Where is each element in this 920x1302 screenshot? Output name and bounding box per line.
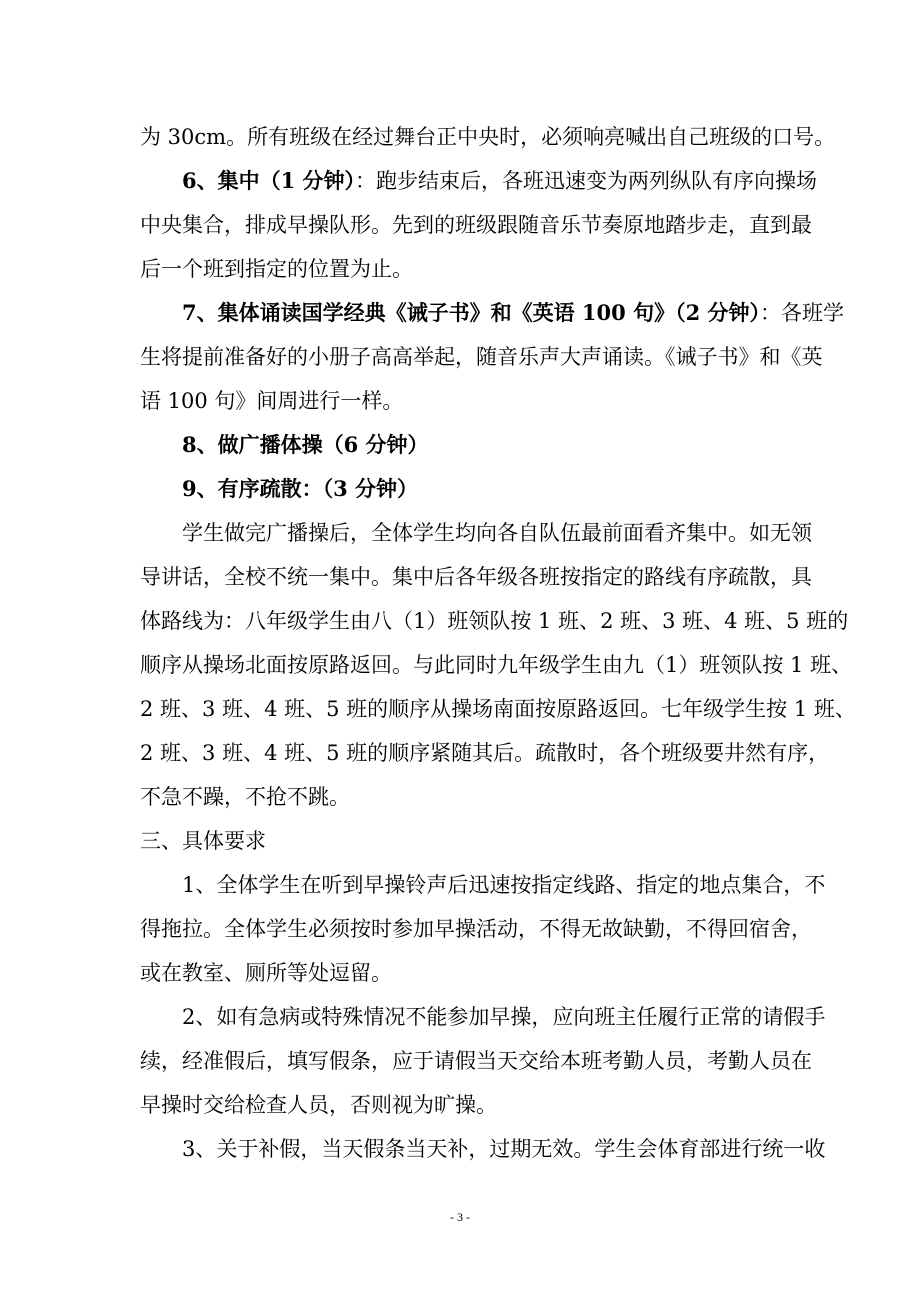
text-line [140, 863, 830, 907]
line-text: 为 30cm。所有班级在经过舞台正中央时，必须响亮喊出自己班级的口号。 [140, 125, 836, 149]
text-line [140, 995, 830, 1039]
text-line [140, 379, 830, 423]
line-text: 不急不躁，不抢不跳。 [140, 785, 350, 809]
line-text: 后一个班到指定的位置为止。 [140, 257, 413, 281]
line-text: 三、具体要求 [140, 829, 266, 853]
text-line [140, 511, 830, 555]
line-text: 学生做完广播操后，全体学生均向各自队伍最前面看齐集中。如无领 [182, 521, 812, 545]
text-line [140, 335, 830, 379]
bold-heading: 6、集中（1 分钟） [182, 168, 356, 193]
text-line [140, 731, 830, 775]
text-line [140, 819, 830, 863]
line-text: 续，经准假后，填写假条，应于请假当天交给本班考勤人员，考勤人员在 [140, 1049, 812, 1073]
body-text [140, 115, 856, 1171]
line-text: 语 100 句》间周进行一样。 [140, 389, 404, 413]
bold-heading: 8、做广播体操（6 分钟） [182, 432, 429, 457]
text-line [140, 775, 830, 819]
line-text: 生将提前准备好的小册子高高举起，随音乐声大声诵读。《诫子书》和《英 [140, 345, 823, 369]
text-line [140, 467, 830, 511]
text-line [140, 643, 853, 687]
text-line [140, 247, 830, 291]
text-line [140, 115, 836, 159]
text-line [140, 423, 830, 467]
line-text: 或在教室、厕所等处逗留。 [140, 961, 392, 985]
line-text: 早操时交给检查人员，否则视为旷操。 [140, 1093, 497, 1117]
text-line [140, 159, 830, 203]
line-text: 得拖拉。全体学生必须按时参加早操活动，不得无故缺勤，不得回宿舍， [140, 917, 812, 941]
line-text: 中央集合，排成早操队形。先到的班级跟随音乐节奏原地踏步走，直到最 [140, 213, 812, 237]
line-text: 顺序从操场北面按原路返回。与此同时九年级学生由九（1）班领队按 1 班、 [140, 653, 853, 677]
line-text: 2 班、3 班、4 班、5 班的顺序紧随其后。疏散时，各个班级要井然有序， [140, 741, 830, 765]
text-line [140, 1039, 830, 1083]
line-text: 2 班、3 班、4 班、5 班的顺序从操场南面按原路返回。七年级学生按 1 班、 [140, 697, 856, 721]
text-line [140, 555, 830, 599]
line-text: 2、如有急病或特殊情况不能参加早操，应向班主任履行正常的请假手 [182, 1005, 826, 1029]
text-line [140, 687, 856, 731]
line-text: 3、关于补假，当天假条当天补，过期无效。学生会体育部进行统一收 [182, 1137, 826, 1161]
text-line [140, 1083, 830, 1127]
text-line [140, 291, 844, 335]
text-line [140, 1127, 830, 1171]
text-line [140, 907, 830, 951]
line-text: ：跑步结束后，各班迅速变为两列纵队有序向操场 [355, 169, 818, 193]
text-line [140, 203, 830, 247]
page-number: - 3 - [450, 1210, 470, 1224]
line-text: 1、全体学生在听到早操铃声后迅速按指定线路、指定的地点集合，不 [182, 873, 826, 897]
line-text: 体路线为：八年级学生由八（1）班领队按 1 班、2 班、3 班、4 班、5 班的 [140, 609, 849, 633]
text-line [140, 951, 830, 995]
text-line [140, 599, 849, 643]
bold-heading: 7、集体诵读国学经典《诫子书》和《英语 100 句》（2 分钟） [182, 300, 760, 325]
line-text: 导讲话，全校不统一集中。集中后各年级各班按指定的路线有序疏散，具 [140, 565, 812, 589]
bold-heading: 9、有序疏散：（3 分钟） [182, 476, 419, 501]
line-text: ：各班学 [760, 301, 844, 325]
